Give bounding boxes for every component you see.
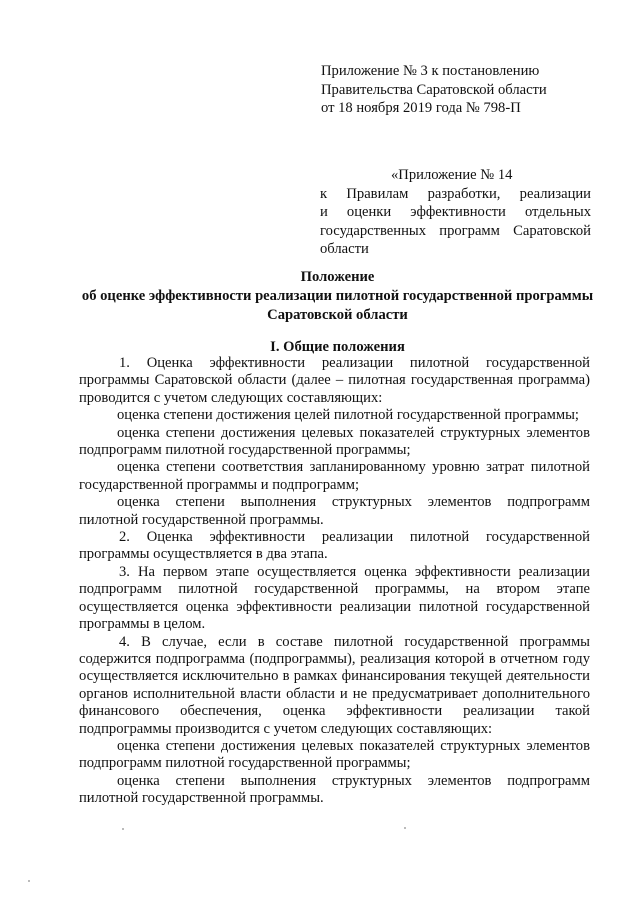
section-body: [79, 355, 590, 808]
appendix-header: [321, 62, 601, 118]
scan-speck: [28, 880, 30, 882]
appendix-header-line-2: Правительства Саратовской области: [321, 81, 547, 98]
scan-speck: [404, 827, 406, 829]
paragraph-1-item-1: оценка степени достижения целей пилотной государственной программы;: [117, 407, 579, 424]
paragraph-4: 4. В случае, если в составе пилотной государственной программы содержится подпрограмма (подпрограммы), реализация которой в отчетном году осуществляется исключительно в рамках финансирования текущей деятельности органов исполнительной власти области и не предусматривает дополнительного финансового обеспечения, оценка эффективности реализации такой подпрограммы производится с учетом следующих составляющих:: [79, 633, 590, 737]
title-line-3: Саратовской области: [267, 307, 408, 323]
appendix-rules-reference: [320, 166, 591, 259]
appendix-header-line-3: от 18 ноября 2019 года № 798-П: [321, 100, 521, 116]
paragraph-1-item-3: оценка степени соответствия запланированному уровню затрат пилотной государственной программы и подпрограмм;: [79, 459, 590, 493]
title-line-1: Положение: [300, 269, 375, 285]
paragraph-1: 1. Оценка эффективности реализации пилотной государственной программы Саратовской области (далее – пилотная государственная программа) проводится с учетом следующих составляющих:: [79, 355, 590, 406]
appendix-rules-head: «Приложение № 14: [391, 167, 513, 183]
paragraph-3: 3. На первом этапе осуществляется оценка эффективности реализации подпрограмм пилотной государственной программы, на втором этапе осуществляется оценка эффективности реализации пилотной государственной программы в целом.: [79, 563, 590, 633]
paragraph-2: 2. Оценка эффективности реализации пилотной государственной программы осуществляется в два этапа.: [79, 529, 590, 563]
paragraph-1-item-4: оценка степени выполнения структурных элементов подпрограмм пилотной государственной программы.: [79, 494, 590, 528]
appendix-rules-line-3: государственных программ Саратовской: [320, 222, 591, 239]
appendix-rules-line-4: области: [320, 241, 369, 257]
appendix-rules-line-2: и оценки эффективности отдельных: [320, 204, 591, 220]
paragraph-1-item-2: оценка степени достижения целевых показателей структурных элементов подпрограмм пилотной государственной программы;: [79, 424, 590, 459]
paragraph-4-item-1: оценка степени достижения целевых показателей структурных элементов подпрограмм пилотной государственной программы;: [79, 737, 590, 772]
appendix-header-line-1: Приложение № 3 к постановлению: [321, 63, 540, 79]
section-heading: I. Общие положения: [270, 339, 405, 355]
scan-speck: [122, 828, 124, 830]
title-line-2: об оценке эффективности реализации пилотной государственной программы: [81, 288, 594, 304]
paragraph-4-item-2: оценка степени выполнения структурных элементов подпрограмм пилотной государственной программы.: [79, 772, 590, 807]
document-title: [60, 268, 615, 325]
appendix-rules-line-1: к Правилам разработки, реализации: [320, 185, 591, 202]
